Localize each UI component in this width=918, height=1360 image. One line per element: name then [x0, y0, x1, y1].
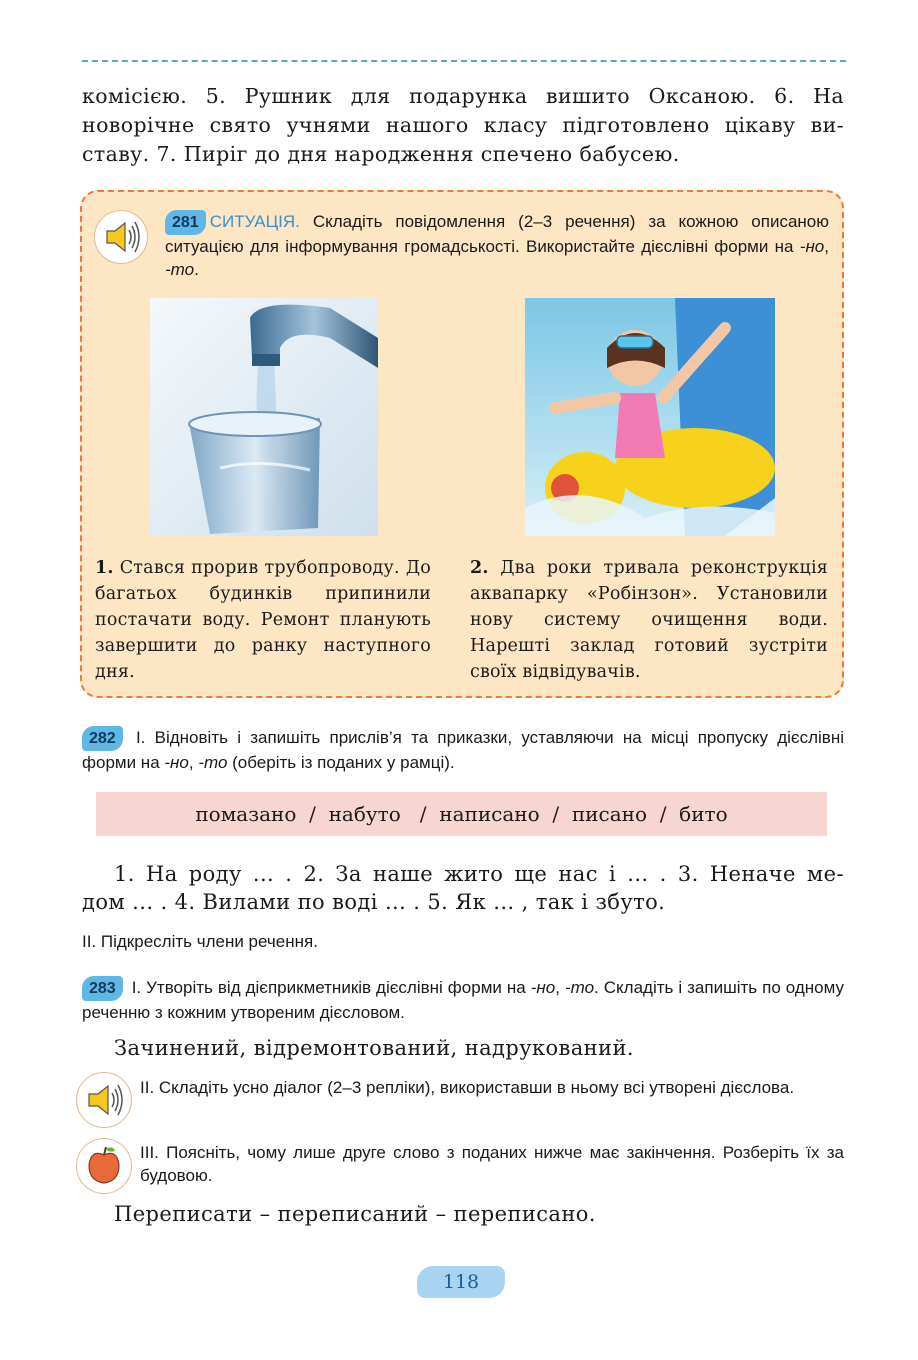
exercise-283-task-2: ІІ. Складіть усно діалог (2–3 репліки), використавши в ньому всі утворені дієслова. — [140, 1078, 795, 1097]
proverbs-line-2: дом ... . 4. Вилами по воді ... . 5. Як ... , так і збуто. — [82, 890, 666, 914]
suffix-no: -но — [799, 237, 825, 256]
word-frame: помазано / набуто / написано / писано / бито — [96, 792, 827, 836]
top-dashed-rule — [82, 60, 846, 62]
photo-water-glass — [150, 298, 378, 536]
intro-line-1: комісією. 5. Рушник для подарунка вишито Оксаною. 6. На — [82, 84, 844, 108]
period: . — [194, 260, 199, 279]
exercise-281-task — [165, 210, 829, 281]
situation-2-text — [470, 555, 828, 685]
situation-1-number: 1. — [95, 558, 114, 578]
situation-2-body: Два роки тривала реконструкція аквапарку «Робінзон». Установили нову систему очищення води. Нарешті заклад готовий зустріти своїх відвідувачів. — [470, 558, 828, 682]
exercise-281-text: Складіть повідомлення (2–3 речення) за кожною описаною ситуацією для інформування громадськості. Використайте дієслівні форми на — [165, 212, 829, 256]
situation-2-number: 2. — [470, 558, 489, 578]
exercise-283-task — [82, 976, 844, 1024]
exercise-283-task-3: ІІІ. Поясніть, чому лише друге слово з поданих нижче має закінчення. Розберіть їх за будовою. — [140, 1143, 844, 1185]
situation-1-text — [95, 555, 431, 685]
apple-icon — [76, 1138, 132, 1194]
intro-line-2: новорічне свято учнями нашого класу підготовлено цікаву ви- — [82, 113, 844, 137]
exercise-283-text: І. Утворіть від дієприкметників дієслівні форми на — [126, 978, 531, 997]
speaker-icon — [76, 1072, 132, 1128]
exercise-282-number: 282 — [82, 726, 123, 751]
exercise-282-task — [82, 726, 844, 774]
page-number: 118 — [417, 1266, 505, 1298]
exercise-282-text: І. Відновіть і запишіть прислів’я та приказки, уставляючи на місці пропуску дієслівні форми на — [82, 728, 844, 772]
suffix-to: -то — [564, 978, 595, 997]
exercise-281-number: 281 — [165, 210, 206, 235]
suffix-no: -но — [164, 753, 189, 772]
suffix-to: -то — [198, 753, 228, 772]
exercise-281-box — [80, 190, 844, 698]
photo-water-park — [525, 298, 775, 536]
suffix-no: -но — [530, 978, 556, 997]
situation-1-body: Стався прорив трубопроводу. До багатьох будинків припинили постачати воду. Ремонт планують завершити до ранку наступного дня. — [95, 558, 431, 682]
exercise-282-task-2: ІІ. Підкресліть члени речення. — [82, 932, 318, 951]
speaker-icon — [94, 210, 148, 264]
proverbs-line-1: 1. На роду ... . 2. За наше жито ще нас і ... . 3. Неначе ме- — [114, 862, 844, 886]
separator: , — [555, 978, 565, 997]
separator: , — [188, 753, 199, 772]
words-list: Зачинений, відремонтований, надрукований. — [114, 1036, 634, 1060]
exercise-282-text-end: (оберіть із поданих у рамці). — [227, 753, 455, 772]
situation-label: СИТУАЦІЯ. — [209, 212, 300, 231]
suffix-to: -то — [165, 260, 195, 279]
exercise-283-text-end: . Складіть і запишіть по одному реченню з кожним утвореним дієсловом. — [82, 978, 845, 1022]
intro-line-3: ставу. 7. Пиріг до дня народження спечено бабусею. — [82, 142, 680, 166]
separator: , — [824, 237, 829, 256]
final-words: Переписати – переписаний – переписано. — [114, 1202, 596, 1226]
exercise-283-number: 283 — [82, 976, 123, 1001]
